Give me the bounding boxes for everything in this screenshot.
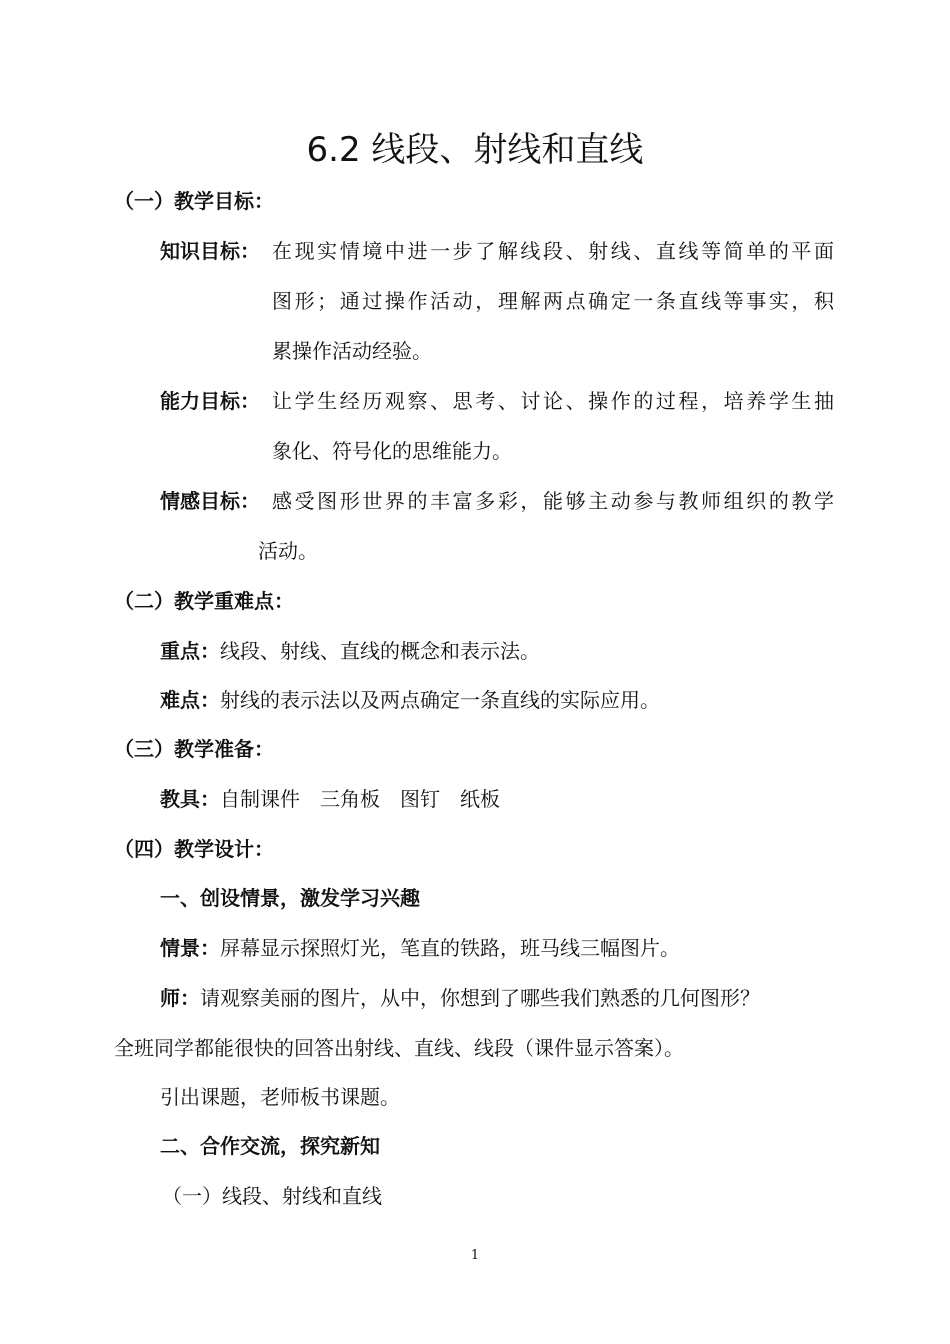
teacher-line-2: 全班同学都能很快的回答出射线、直线、线段（课件显示答案）。 xyxy=(114,1036,684,1060)
ability-goal-label: 能力目标： xyxy=(160,389,260,413)
ability-goal-line-2: 象化、符号化的思维能力。 xyxy=(272,439,512,463)
knowledge-goal-label: 知识目标： xyxy=(160,239,260,263)
emotion-goal-line-2: 活动。 xyxy=(258,539,318,563)
knowledge-goal-line-3: 累操作活动经验。 xyxy=(272,339,432,363)
teacher-line xyxy=(160,986,760,1010)
section-heading-key-points: （二）教学重难点： xyxy=(114,589,294,613)
tools-line xyxy=(160,787,500,811)
scene-line xyxy=(160,936,680,960)
difficulty-line xyxy=(160,688,660,712)
part2-heading: 二、合作交流，探究新知 xyxy=(160,1134,380,1158)
difficulty-label: 难点： xyxy=(160,688,220,712)
scene-text: 屏幕显示探照灯光，笔直的铁路，班马线三幅图片。 xyxy=(220,936,680,960)
document-title: 6.2 线段、射线和直线 xyxy=(306,130,644,170)
knowledge-goal-line-2: 图形；通过操作活动，理解两点确定一条直线等事实，积 xyxy=(272,289,834,313)
page-number: 1 xyxy=(470,1248,480,1263)
scene-label: 情景： xyxy=(160,936,220,960)
tools-text: 自制课件 三角板 图钉 纸板 xyxy=(220,787,500,811)
section-heading-goals: （一）教学目标： xyxy=(114,189,274,213)
subsection-heading: （一）线段、射线和直线 xyxy=(162,1184,382,1208)
ability-goal-line-1: 让学生经历观察、思考、讨论、操作的过程，培养学生抽 xyxy=(272,389,834,413)
teacher-label: 师： xyxy=(160,986,200,1010)
intro-line: 引出课题，老师板书课题。 xyxy=(160,1085,400,1109)
knowledge-goal-line-1: 在现实情境中进一步了解线段、射线、直线等简单的平面 xyxy=(272,239,834,263)
teacher-text: 请观察美丽的图片，从中，你想到了哪些我们熟悉的几何图形？ xyxy=(200,986,760,1010)
focus-label: 重点： xyxy=(160,639,220,663)
emotion-goal-label: 情感目标： xyxy=(160,489,260,513)
focus-line xyxy=(160,639,540,663)
section-heading-design: （四）教学设计： xyxy=(114,837,274,861)
section-heading-preparation: （三）教学准备： xyxy=(114,737,274,761)
focus-text: 线段、射线、直线的概念和表示法。 xyxy=(220,639,540,663)
part1-heading: 一、创设情景，激发学习兴趣 xyxy=(160,886,420,910)
emotion-goal-line-1: 感受图形世界的丰富多彩，能够主动参与教师组织的教学 xyxy=(272,489,834,513)
tools-label: 教具： xyxy=(160,787,220,811)
difficulty-text: 射线的表示法以及两点确定一条直线的实际应用。 xyxy=(220,688,660,712)
